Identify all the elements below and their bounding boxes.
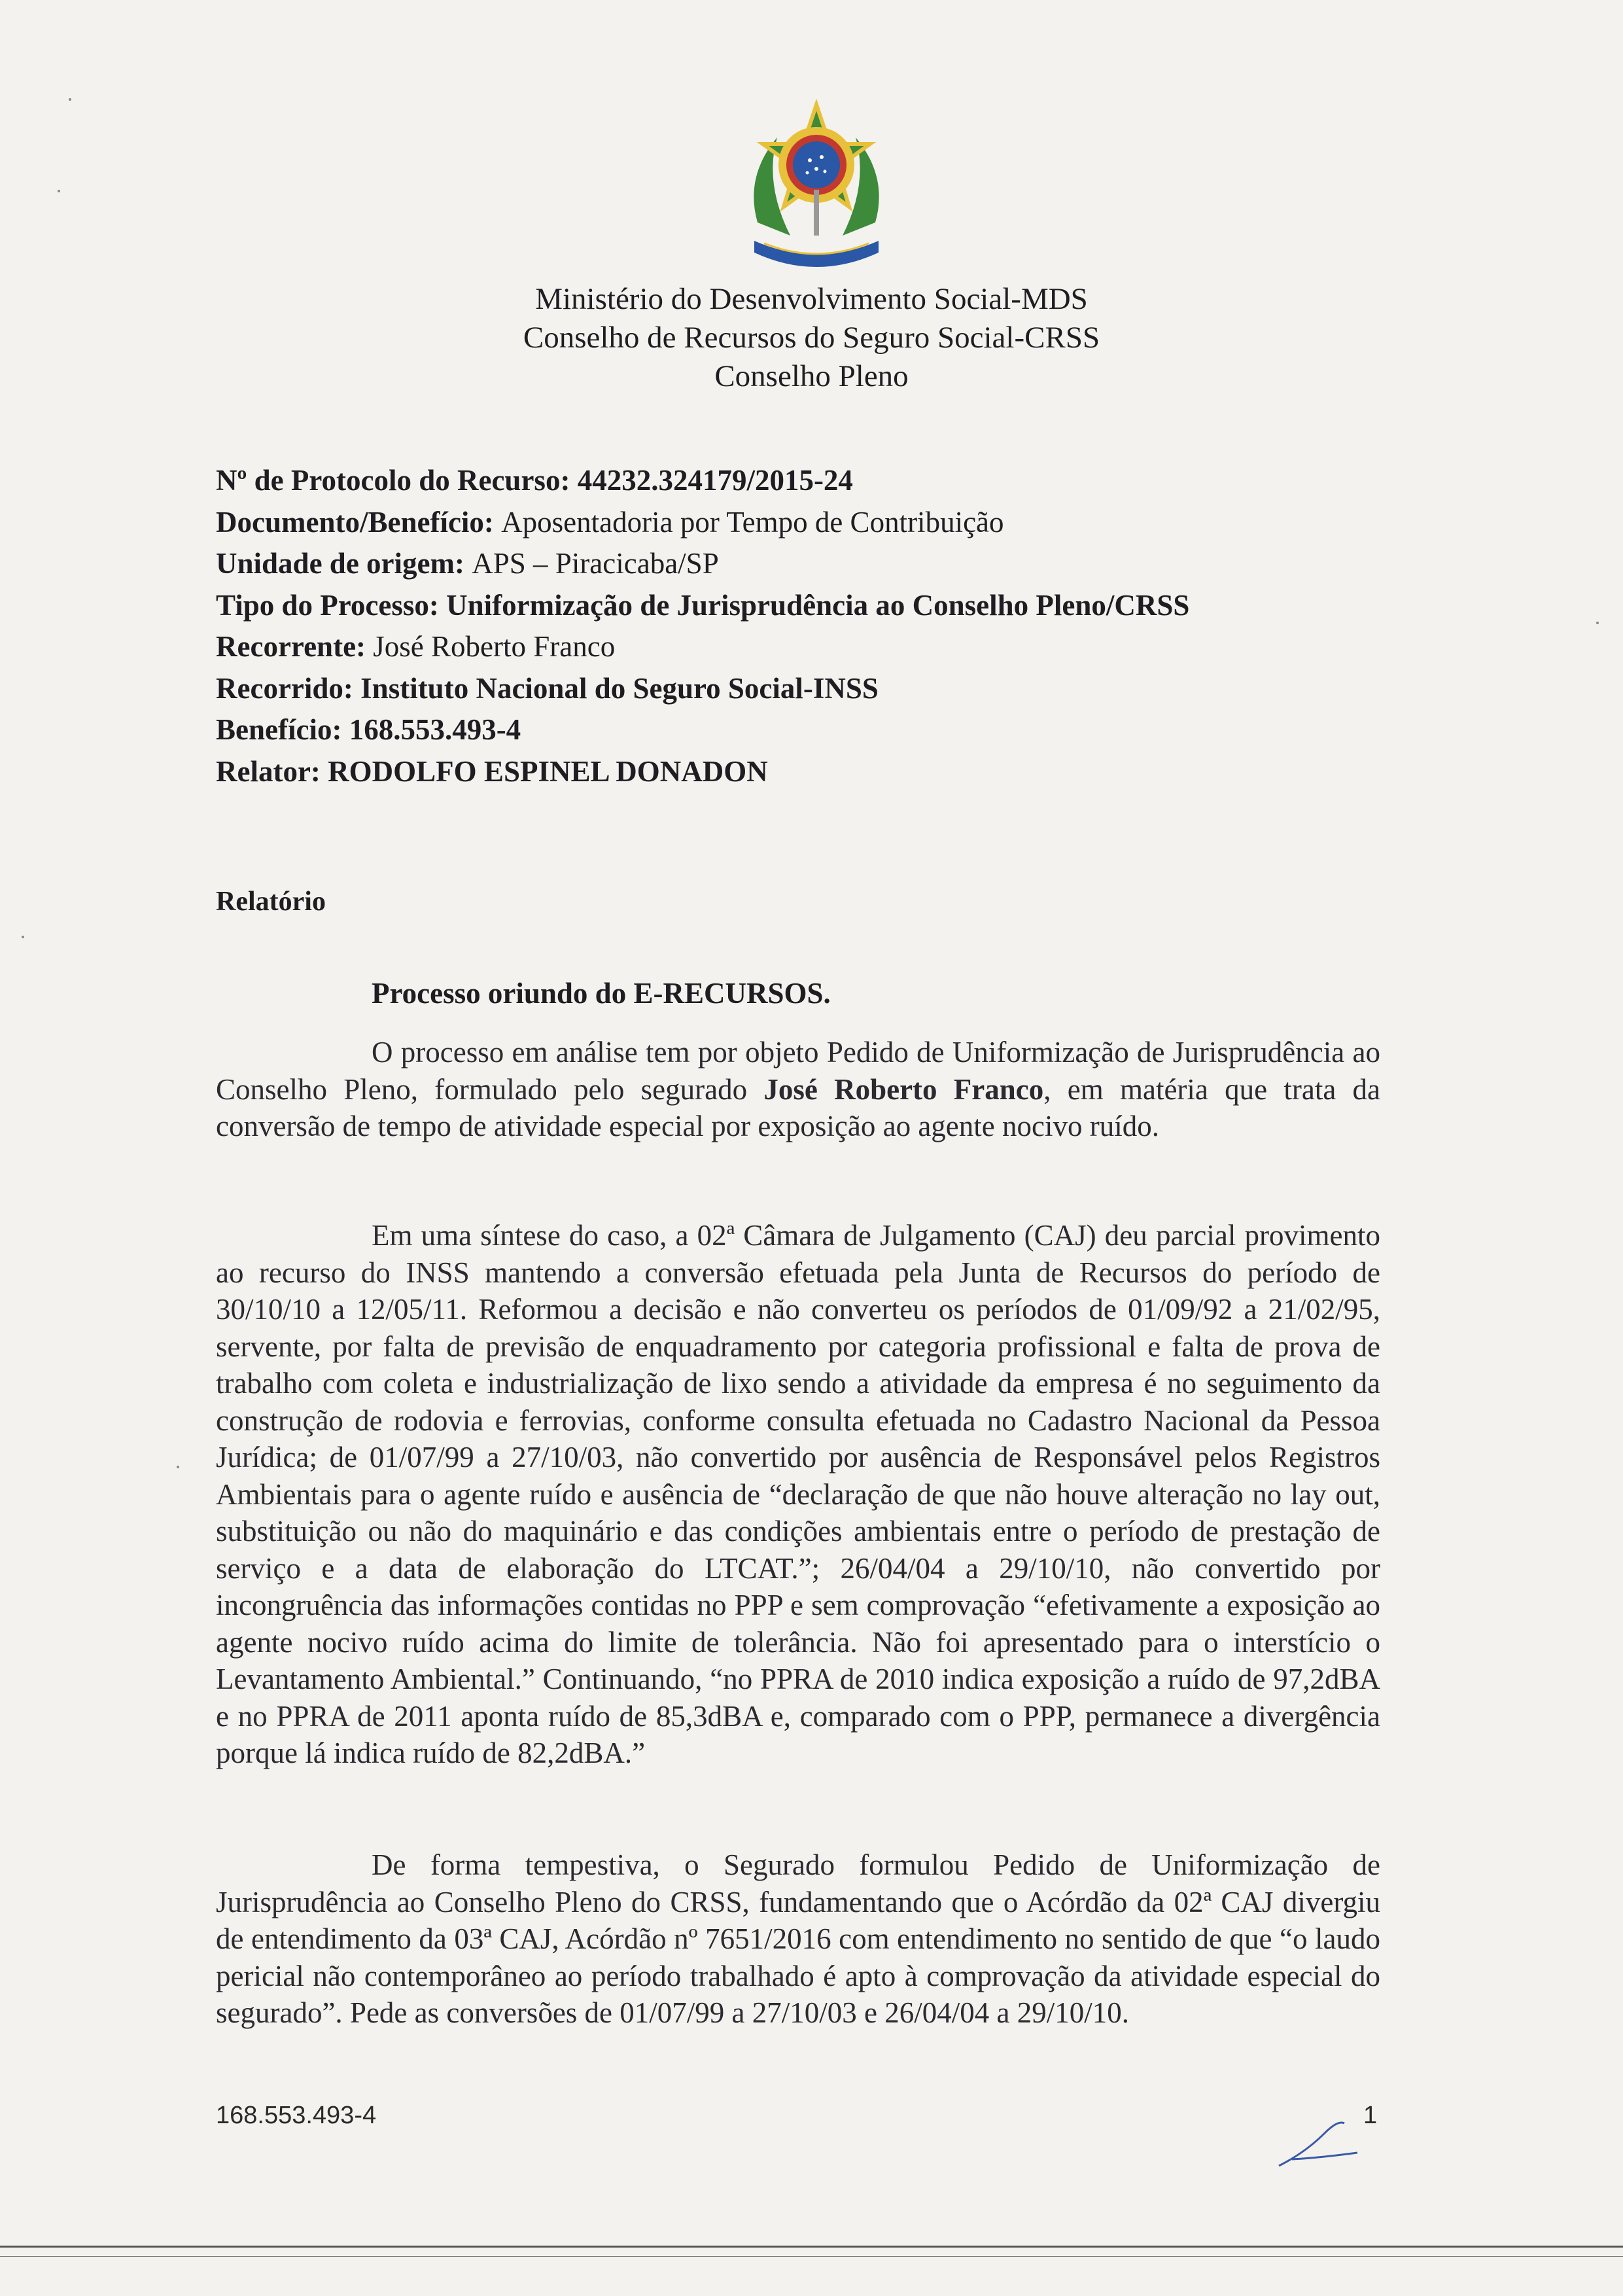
header-council: Conselho de Recursos do Seguro Social-CRSS [523,321,1100,355]
section-title-report: Relatório [216,887,326,917]
header-plenary: Conselho Pleno [714,359,909,393]
scan-edge-line [0,2246,1623,2248]
meta-row-rapporteur: Relator: RODOLFO ESPINEL DONADON [216,754,768,788]
meta-row-document: Documento/Benefício: Aposentadoria por Tempo de Contribuição [216,505,1004,539]
appellant-name: José Roberto Franco [763,1072,1044,1106]
footer-benefit-code: 168.553.493-4 [216,2102,377,2129]
header-ministry: Ministério do Desenvolvimento Social-MDS [535,282,1088,316]
paragraph-2: Em uma síntese do caso, a 02ª Câmara de Julgamento (CAJ) deu parcial provimento ao recurso do INSS mantendo a conversão efetuada pela Junta de Recursos do período de 30/10/10 a 12/05/11. Reformou a decisão e não converteu os períodos de 01/09/92 a 21/02/95, servente, por falta de previsão de enquadramento por categoria profissional e falta de prova de trabalho com coleta e industrialização de lixo sendo a atividade da empresa é no seguimento da construção de rodovia e ferrovias, conforme consulta efetuada no Cadastro Nacional da Pessoa Jurídica; de 01/07/99 a 27/10/03, não convertido por ausência de Responsável pelos Registros Ambientais para o agente ruído e ausência de “declaração de que não houve alteração no lay out, substituição ou não do maquinário e das condições ambientais entre o período de prestação de serviço e a data de elaboração do LTCAT.”; 26/04/04 a 29/10/10, não convertido por incongruência das informações contidas no PPP e sem comprovação “efetivamente a exposição ao agente nocivo ruído acima do limite de tolerância. Não foi apresentado para o interstício o Levantamento Ambiental.” Continuando, “no PPRA de 2010 indica exposição a ruído de 97,2dBA e no PPRA de 2011 aponta ruído de 85,3dBA e, comparado com o PPP, permanece a divergência porque lá indica ruído de 82,2dBA.” [216,1219,1380,1769]
case-metadata [216,460,1459,792]
document-header [0,280,1623,396]
signature-mark [1266,2113,1364,2172]
paragraph-1: O processo em análise tem por objeto Pedido de Uniformização de Jurisprudência ao Conselho Pleno, formulado pelo segurado José Roberto Franco, em matéria que trata da conversão de tempo de atividade especial por exposição ao agente nocivo ruído. [216,1036,1381,1142]
meta-row-origin-unit: Unidade de origem: APS – Piracicaba/SP [216,547,719,580]
scan-edge-line-secondary [0,2256,1623,2257]
meta-row-protocol: Nº de Protocolo do Recurso: 44232.324179/2015-24 [216,464,853,497]
meta-row-appellant: Recorrente: José Roberto Franco [216,630,616,663]
meta-row-benefit: Benefício: 168.553.493-4 [216,713,521,746]
brazil-coat-of-arms-icon [718,92,915,288]
meta-row-appellee: Recorrido: Instituto Nacional do Seguro Social-INSS [216,671,879,705]
meta-row-process-type: Tipo do Processo: Uniformização de Jurisprudência ao Conselho Pleno/CRSS [216,588,1190,622]
page-number: 1 [1363,2102,1378,2129]
paragraph-3: De forma tempestiva, o Segurado formulou Pedido de Uniformização de Jurisprudência ao Conselho Pleno do CRSS, fundamentando que o Acórdão da 02ª CAJ divergiu de entendimento da 03ª CAJ, Acórdão nº 7651/2016 com entendimento no sentido de que “o laudo pericial não contemporâneo ao período trabalhado é apto à comprovação da atividade especial do segurado”. Pede as conversões de 01/07/99 a 27/10/03 e 26/04/04 a 29/10/10. [216,1848,1380,2029]
origin-note: Processo oriundo do E-RECURSOS. [372,977,831,1010]
